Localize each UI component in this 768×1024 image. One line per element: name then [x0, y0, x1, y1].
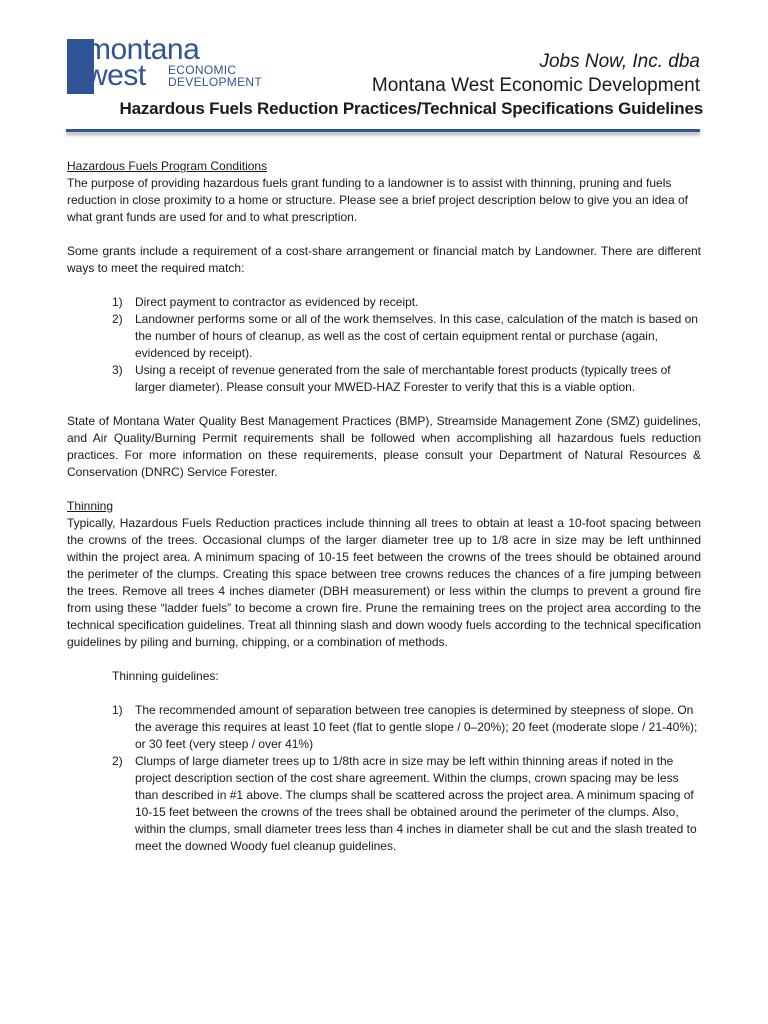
list-number: 1) [112, 295, 123, 309]
thinning-guidelines-label: Thinning guidelines: [112, 669, 219, 683]
thinning-guidelines-list [67, 702, 701, 855]
list-text: Direct payment to contractor as evidenced by receipt. [135, 295, 419, 309]
list-text: The recommended amount of separation between tree canopies is determined by steepness of slope. On the average this requires at least 10 feet (flat to gentle slope / 0–20%); 20 feet (moderate slope / 21-40%); or 30 feet (very steep / over 41%) [135, 703, 698, 751]
conditions-paragraph-1: The purpose of providing hazardous fuels grant funding to a landowner is to assist with thinning, pruning and fuels reduction in close proximity to a home or structure. Please see a brief project description below to give you an idea of what grant funds are used for and to what prescription. [67, 176, 688, 224]
header-divider [66, 129, 700, 132]
conditions-paragraph-3: State of Montana Water Quality Best Management Practices (BMP), Streamside Management Zone (SMZ) guidelines, and Air Quality/Burning Permit requirements shall be followed when accomplishing all hazardous fuels reduction practices. For more information on these requirements, please consult your Department of Natural Resources & Conservation (DNRC) Service Forester. [67, 414, 701, 479]
list-item [67, 294, 701, 311]
list-number: 1) [112, 703, 123, 717]
conditions-paragraph-2: Some grants include a requirement of a cost-share arrangement or financial match by Landowner. There are different ways to meet the required match: [67, 244, 701, 275]
document-body [67, 158, 701, 855]
document-title: Hazardous Fuels Reduction Practices/Technical Specifications Guidelines [119, 99, 703, 118]
list-text: Using a receipt of revenue generated from the sale of merchantable forest products (typically trees of larger diameter). Please consult your MWED-HAZ Forester to verify that this is a viable option. [135, 363, 671, 394]
list-number: 2) [112, 754, 123, 768]
list-item [67, 702, 701, 753]
logo-name-line1: montana [86, 33, 200, 66]
list-item [67, 362, 701, 396]
list-item [67, 753, 701, 855]
header-org-line2: Montana West Economic Development [371, 75, 700, 96]
list-number: 2) [112, 312, 123, 326]
logo-sub-line2: DEVELOPMENT [168, 75, 262, 89]
logo-sub-line1: ECONOMIC [168, 63, 237, 77]
list-text: Clumps of large diameter trees up to 1/8th acre in size may be left within thinning areas if noted in the project description section of the cost share agreement. Within the clumps, crown spacing may be less than described in #1 above. The clumps shall be scattered across the project area. A minimum spacing of 10-15 feet between the crowns of the trees shall be obtained around the perimeter of the clumps. Also, within the clumps, small diameter trees less than 4 inches in diameter shall be cut and the slash treated to meet the downed Woody fuel cleanup guidelines. [135, 754, 697, 853]
list-item [67, 311, 701, 362]
list-text: Landowner performs some or all of the work themselves. In this case, calculation of the match is based on the number of hours of cleanup, as well as the cost of certain equipment rental or purchase (again, evidenced by receipt). [135, 312, 698, 360]
logo-name-line2: west [86, 59, 146, 92]
conditions-heading: Hazardous Fuels Program Conditions [67, 159, 268, 173]
thinning-paragraph: Typically, Hazardous Fuels Reduction practices include thinning all trees to obtain at least a 10-foot spacing between the crowns of the trees. Occasional clumps of the larger diameter tree up to 1/8 acre in size may be left unthinned within the project area. A minimum spacing of 10-15 feet between the crowns of the trees should be obtained around the perimeter of the clumps. Creating this space between tree crowns reduces the chances of a fire jumping between the trees. Remove all trees 4 inches diameter (DBH measurement) or less within the clumps to prevent a ground fire from using these “ladder fuels” to become a crown fire. Prune the remaining trees on the project area according to the technical specification guidelines. Treat all thinning slash and down woody fuels according to the technical specification guidelines by piling and burning, chipping, or a combination of methods. [67, 516, 701, 649]
list-number: 3) [112, 363, 123, 377]
header-org-line1: Jobs Now, Inc. dba [539, 51, 700, 72]
match-list [67, 294, 701, 396]
logo-subtitle [168, 64, 262, 88]
thinning-heading: Thinning [67, 499, 114, 513]
